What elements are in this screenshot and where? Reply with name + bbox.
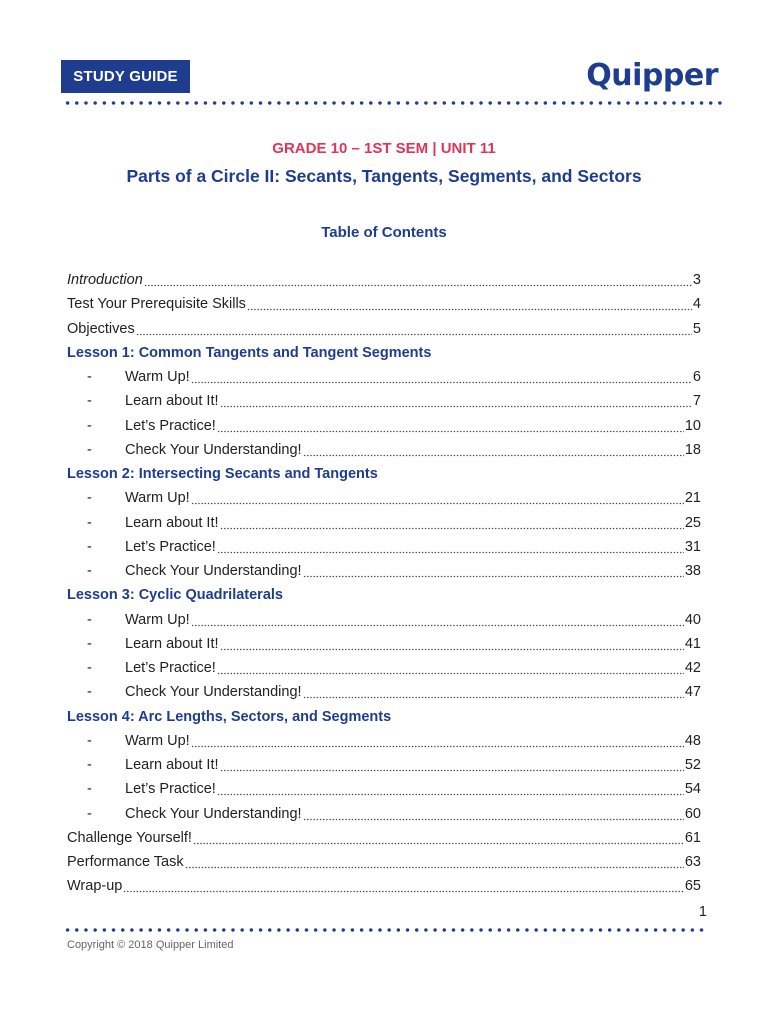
toc-page-number: 4: [692, 296, 701, 313]
toc-entry-label: Challenge Yourself!: [67, 829, 192, 846]
toc-entry-label: Lesson 3: Cyclic Quadrilaterals: [67, 587, 283, 604]
toc-bullet-dash: -: [87, 538, 92, 555]
toc-dot-leader: [136, 322, 692, 336]
toc-bullet-dash: -: [87, 635, 92, 652]
toc-dot-leader: [191, 370, 692, 384]
toc-entry-label: Learn about It!: [125, 514, 219, 531]
toc-entry-label: Check Your Understanding!: [125, 684, 302, 701]
toc-page-number: 5: [692, 320, 701, 337]
toc-entry-label: Learn about It!: [125, 757, 219, 774]
table-of-contents: [67, 268, 701, 899]
toc-bullet-dash: -: [87, 805, 92, 822]
toc-bullet-dash: -: [87, 684, 92, 701]
toc-page-number: 42: [684, 660, 701, 677]
toc-entry: [67, 268, 701, 292]
toc-entry: [67, 414, 701, 438]
toc-bullet-dash: -: [87, 611, 92, 628]
toc-page-number: 10: [684, 417, 701, 434]
quipper-logo: Quipper: [586, 58, 718, 93]
toc-bullet-dash: -: [87, 417, 92, 434]
toc-entry-label: Lesson 4: Arc Lengths, Sectors, and Segments: [67, 708, 392, 725]
unit-title: Parts of a Circle II: Secants, Tangents, Segments, and Sectors: [126, 166, 642, 186]
toc-page-number: 38: [684, 563, 701, 580]
toc-bullet-dash: -: [87, 393, 92, 410]
toc-entry-label: Performance Task: [67, 854, 184, 871]
toc-page-number: 47: [684, 684, 701, 701]
toc-entry-label: Warm Up!: [125, 732, 190, 749]
grade-unit-label: GRADE 10 – 1ST SEM | UNIT 11: [272, 140, 496, 157]
toc-entry-label: Objectives: [67, 320, 135, 337]
toc-entry-label: Let’s Practice!: [125, 781, 216, 798]
toc-page-number: 60: [684, 805, 701, 822]
toc-entry: [67, 535, 701, 559]
toc-entry: [67, 365, 701, 389]
toc-entry: [67, 438, 701, 462]
toc-dot-leader: [303, 443, 684, 457]
toc-entry: [67, 632, 701, 656]
toc-dot-leader: [185, 855, 684, 869]
toc-entry: [67, 850, 701, 874]
toc-dot-leader: [191, 613, 684, 627]
toc-page-number: 48: [684, 732, 701, 749]
toc-page-number: 41: [684, 635, 701, 652]
toc-page-number: 18: [684, 441, 701, 458]
toc-entry-label: Wrap-up: [67, 878, 123, 895]
toc-page-number: 3: [692, 272, 701, 289]
toc-entry: [67, 753, 701, 777]
toc-dot-leader: [217, 540, 684, 554]
toc-bullet-dash: -: [87, 369, 92, 386]
toc-dot-leader: [144, 273, 692, 287]
toc-page-number: 61: [684, 829, 701, 846]
toc-page-number: 21: [684, 490, 701, 507]
toc-dot-leader: [193, 831, 684, 845]
toc-page-number: 52: [684, 757, 701, 774]
toc-entry-label: Test Your Prerequisite Skills: [67, 296, 246, 313]
toc-entry: [67, 680, 701, 704]
toc-dot-leader: [217, 661, 684, 675]
toc-dot-leader: [191, 734, 684, 748]
toc-entry-label: Lesson 1: Common Tangents and Tangent Segments: [67, 344, 432, 361]
toc-dot-leader: [217, 419, 684, 433]
toc-entry: [67, 317, 701, 341]
toc-dot-leader: [123, 879, 684, 893]
toc-entry: [67, 292, 701, 316]
toc-entry: [67, 559, 701, 583]
toc-dot-leader: [303, 564, 684, 578]
header-divider: [63, 101, 723, 105]
toc-entry: [67, 874, 701, 898]
toc-dot-leader: [220, 516, 684, 530]
toc-entry: [67, 729, 701, 753]
page-number: 1: [698, 904, 707, 920]
copyright-notice: Copyright © 2018 Quipper Limited: [67, 939, 234, 951]
toc-page-number: 63: [684, 854, 701, 871]
toc-dot-leader: [220, 758, 684, 772]
toc-bullet-dash: -: [87, 514, 92, 531]
toc-entry: [67, 777, 701, 801]
toc-entry: [67, 656, 701, 680]
toc-bullet-dash: -: [87, 757, 92, 774]
toc-entry-label: Let’s Practice!: [125, 660, 216, 677]
toc-bullet-dash: -: [87, 490, 92, 507]
toc-entry-label: Warm Up!: [125, 369, 190, 386]
toc-entry: [67, 511, 701, 535]
toc-entry-label: Lesson 2: Intersecting Secants and Tangents: [67, 466, 378, 483]
toc-entry: [67, 389, 701, 413]
toc-page-number: 40: [684, 611, 701, 628]
toc-entry-label: Introduction: [67, 272, 143, 289]
toc-dot-leader: [191, 491, 684, 505]
toc-entry: [67, 826, 701, 850]
toc-entry-label: Check Your Understanding!: [125, 441, 302, 458]
toc-bullet-dash: -: [87, 732, 92, 749]
toc-entry-label: Let’s Practice!: [125, 538, 216, 555]
toc-lesson-heading: [67, 583, 701, 607]
toc-entry-label: Check Your Understanding!: [125, 563, 302, 580]
toc-bullet-dash: -: [87, 563, 92, 580]
toc-entry-label: Warm Up!: [125, 490, 190, 507]
toc-entry: [67, 486, 701, 510]
toc-page-number: 7: [692, 393, 701, 410]
toc-bullet-dash: -: [87, 781, 92, 798]
toc-dot-leader: [220, 394, 692, 408]
toc-dot-leader: [220, 637, 684, 651]
toc-lesson-heading: [67, 462, 701, 486]
toc-page-number: 25: [684, 514, 701, 531]
toc-dot-leader: [217, 782, 684, 796]
toc-entry-label: Learn about It!: [125, 635, 219, 652]
toc-heading: Table of Contents: [321, 224, 447, 241]
study-guide-badge: STUDY GUIDE: [61, 60, 190, 93]
footer-divider: [63, 928, 707, 932]
toc-entry: [67, 802, 701, 826]
toc-entry-label: Learn about It!: [125, 393, 219, 410]
toc-dot-leader: [303, 685, 684, 699]
toc-page-number: 31: [684, 538, 701, 555]
toc-page-number: 54: [684, 781, 701, 798]
toc-bullet-dash: -: [87, 441, 92, 458]
toc-page-number: 6: [692, 369, 701, 386]
toc-dot-leader: [247, 297, 692, 311]
toc-lesson-heading: [67, 341, 701, 365]
toc-page-number: 65: [684, 878, 701, 895]
toc-entry: [67, 608, 701, 632]
toc-entry-label: Check Your Understanding!: [125, 805, 302, 822]
toc-entry-label: Warm Up!: [125, 611, 190, 628]
toc-lesson-heading: [67, 705, 701, 729]
toc-bullet-dash: -: [87, 660, 92, 677]
toc-entry-label: Let’s Practice!: [125, 417, 216, 434]
toc-dot-leader: [303, 807, 684, 821]
